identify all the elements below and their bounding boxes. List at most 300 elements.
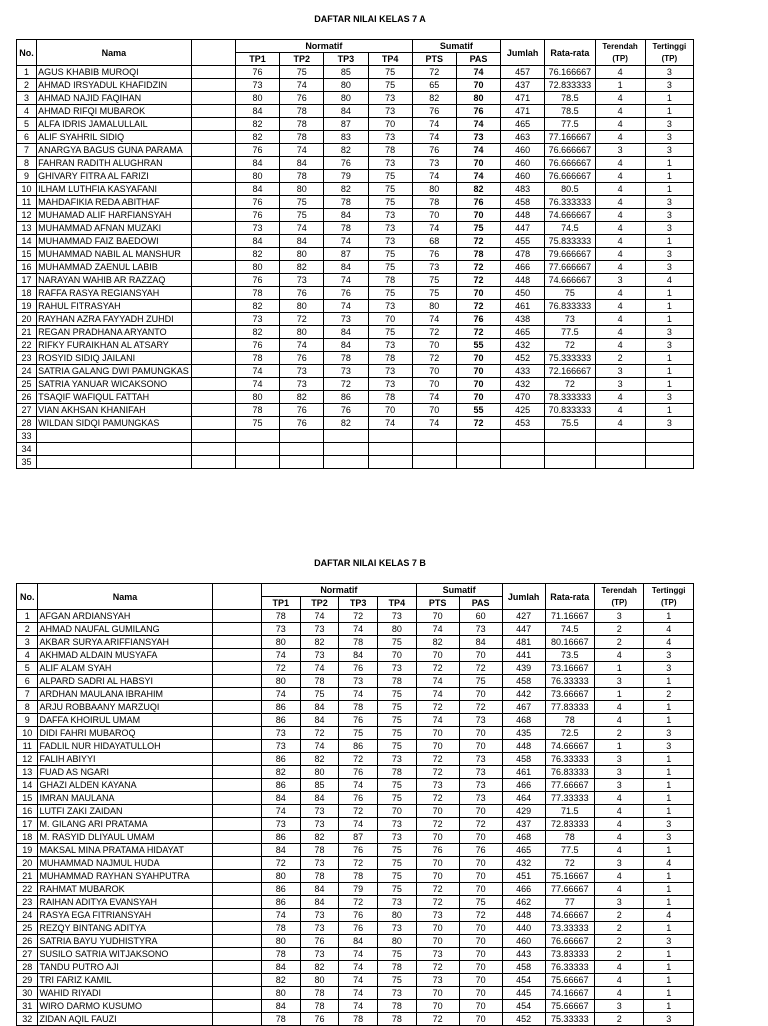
cell-no: 2	[17, 79, 37, 92]
cell-nama: FALIH ABIYYI	[38, 753, 212, 766]
cell-no: 16	[17, 805, 38, 818]
cell-rata	[545, 430, 595, 443]
cell-no: 15	[17, 248, 37, 261]
header-tp4: TP4	[368, 53, 412, 66]
cell-nama: LUTFI ZAKI ZAIDAN	[38, 805, 212, 818]
cell-tp1: 86	[261, 883, 300, 896]
cell-pts: 74	[412, 391, 456, 404]
cell-pts: 73	[412, 261, 456, 274]
cell-rata: 74.66667	[545, 909, 594, 922]
cell-jumlah: 466	[502, 779, 545, 792]
cell-tp3: 84	[324, 105, 368, 118]
cell-jumlah: 463	[501, 131, 545, 144]
cell-nama: RIFKY FURAIKHAN AL ATSARY	[37, 339, 192, 352]
cell-jumlah: 443	[502, 948, 545, 961]
header-jumlah: Jumlah	[501, 40, 545, 66]
cell-pas: 60	[459, 610, 502, 623]
cell-terendah: 4	[595, 792, 644, 805]
cell-no: 21	[17, 870, 38, 883]
cell-pas: 72	[459, 701, 502, 714]
cell-pts: 74	[416, 688, 459, 701]
cell-tp1: 82	[235, 131, 279, 144]
cell-tp4: 73	[377, 753, 416, 766]
table-row	[17, 753, 694, 766]
cell-nama: TRI FARIZ KAMIL	[38, 974, 212, 987]
cell-jumlah: 465	[502, 844, 545, 857]
cell-nama	[37, 443, 192, 456]
cell-tp3	[324, 430, 368, 443]
cell-tp2: 73	[280, 365, 324, 378]
cell-tertinggi: 3	[644, 831, 694, 844]
cell-tp2: 76	[280, 404, 324, 417]
cell-tertinggi: 1	[645, 378, 693, 391]
cell-tp3: 72	[339, 805, 378, 818]
cell-nama: MUHAMAD ALIF HARFIANSYAH	[37, 209, 192, 222]
cell-no: 27	[17, 948, 38, 961]
cell-nama: GHIVARY FITRA AL FARIZI	[37, 170, 192, 183]
cell-tp2: 84	[280, 235, 324, 248]
cell-nama: WIRO DARMO KUSUMO	[38, 1000, 212, 1013]
cell-nama: IMRAN MAULANA	[38, 792, 212, 805]
cell-tp2: 80	[280, 248, 324, 261]
cell-no: 10	[17, 727, 38, 740]
cell-jumlah: 483	[501, 183, 545, 196]
header-pts: PTS	[416, 597, 459, 610]
cell-blank	[191, 352, 235, 365]
cell-tp4: 73	[368, 365, 412, 378]
cell-nama: MUHAMMAD RAYHAN SYAHPUTRA	[38, 870, 212, 883]
cell-tertinggi: 1	[644, 870, 694, 883]
cell-pas: 70	[459, 1000, 502, 1013]
cell-tp2: 73	[300, 805, 339, 818]
cell-tp1: 86	[261, 896, 300, 909]
cell-tp2: 80	[280, 300, 324, 313]
cell-rata: 75.5	[545, 417, 595, 430]
cell-no: 33	[17, 430, 37, 443]
cell-tertinggi: 3	[644, 740, 694, 753]
cell-jumlah: 458	[501, 196, 545, 209]
header-normatif: Normatif	[235, 40, 412, 53]
cell-jumlah: 433	[501, 365, 545, 378]
cell-terendah: 4	[595, 818, 644, 831]
cell-tp3: 76	[339, 662, 378, 675]
cell-tp1: 76	[235, 144, 279, 157]
table-row	[17, 196, 694, 209]
header-pas: PAS	[456, 53, 500, 66]
cell-pts: 73	[416, 779, 459, 792]
cell-tp2: 76	[280, 287, 324, 300]
cell-tp1: 84	[261, 792, 300, 805]
cell-tp4: 73	[368, 157, 412, 170]
cell-no: 21	[17, 326, 37, 339]
cell-no: 4	[17, 105, 37, 118]
cell-blank	[212, 805, 261, 818]
cell-pas: 70	[459, 727, 502, 740]
cell-tertinggi: 3	[644, 662, 694, 675]
cell-tp4	[368, 443, 412, 456]
cell-tp3: 84	[324, 261, 368, 274]
cell-rata: 77.83333	[545, 701, 594, 714]
table-row	[17, 287, 694, 300]
cell-tp2: 76	[300, 1013, 339, 1026]
cell-tp2: 78	[300, 844, 339, 857]
cell-tp2: 73	[300, 649, 339, 662]
cell-blank	[191, 443, 235, 456]
cell-tp1: 84	[261, 844, 300, 857]
cell-rata: 73.66667	[545, 688, 594, 701]
cell-no: 17	[17, 818, 38, 831]
cell-rata: 76.333333	[545, 196, 595, 209]
cell-nama: DAFFA KHOIRUL UMAM	[38, 714, 212, 727]
cell-tp4: 75	[377, 974, 416, 987]
cell-rata: 72	[545, 339, 595, 352]
cell-rata: 77.5	[545, 326, 595, 339]
cell-tp1: 80	[261, 870, 300, 883]
cell-terendah: 4	[595, 196, 645, 209]
cell-tp1: 78	[235, 352, 279, 365]
cell-blank	[212, 857, 261, 870]
cell-pts: 76	[416, 844, 459, 857]
cell-tp4: 75	[377, 883, 416, 896]
cell-pts: 72	[412, 326, 456, 339]
cell-tp3: 73	[324, 365, 368, 378]
table-row	[17, 144, 694, 157]
cell-tp4: 75	[368, 183, 412, 196]
cell-tp2: 72	[280, 313, 324, 326]
cell-nama: ALIF SYAHRIL SIDIQ	[37, 131, 192, 144]
cell-pts: 80	[412, 183, 456, 196]
table-row	[17, 779, 694, 792]
cell-terendah: 1	[595, 662, 644, 675]
cell-tp1: 78	[261, 1013, 300, 1026]
table-row	[17, 909, 694, 922]
table-row	[17, 649, 694, 662]
cell-tp1: 84	[235, 235, 279, 248]
cell-pas: 74	[456, 170, 500, 183]
cell-rata: 76.833333	[545, 300, 595, 313]
cell-tertinggi: 1	[645, 365, 693, 378]
cell-tp1: 78	[261, 922, 300, 935]
cell-tertinggi: 1	[645, 287, 693, 300]
cell-nama: MAHDAFIKIA REDA ABITHAF	[37, 196, 192, 209]
cell-blank	[212, 948, 261, 961]
cell-tertinggi: 1	[645, 313, 693, 326]
cell-blank	[191, 430, 235, 443]
table-row	[17, 105, 694, 118]
cell-terendah: 4	[595, 649, 644, 662]
cell-tp3: 78	[324, 196, 368, 209]
cell-nama: GHAZI ALDEN KAYANA	[38, 779, 212, 792]
cell-tp3: 84	[339, 649, 378, 662]
cell-no: 25	[17, 922, 38, 935]
cell-no: 5	[17, 118, 37, 131]
cell-nama: MAKSAL MINA PRATAMA HIDAYAT	[38, 844, 212, 857]
cell-blank	[212, 987, 261, 1000]
cell-tp1: 80	[235, 261, 279, 274]
cell-tp1: 84	[261, 961, 300, 974]
table-row	[17, 183, 694, 196]
cell-tertinggi: 1	[644, 974, 694, 987]
cell-tp4: 75	[377, 727, 416, 740]
cell-tp1: 80	[261, 636, 300, 649]
cell-nama: AGUS KHABIB MUROQI	[37, 66, 192, 79]
table-row	[17, 727, 694, 740]
cell-pas: 72	[456, 235, 500, 248]
cell-tp2: 78	[280, 170, 324, 183]
header-nama: Nama	[37, 40, 192, 66]
table-row	[17, 636, 694, 649]
cell-nama: MUHAMMAD AFNAN MUZAKI	[37, 222, 192, 235]
cell-terendah: 3	[595, 896, 644, 909]
cell-pas: 76	[456, 313, 500, 326]
cell-nama: TSAQIF WAFIQUL FATTAH	[37, 391, 192, 404]
cell-tp2: 76	[280, 417, 324, 430]
cell-nama: SUSILO SATRIA WITJAKSONO	[38, 948, 212, 961]
cell-tertinggi: 3	[644, 1013, 694, 1026]
cell-blank	[191, 261, 235, 274]
cell-no: 19	[17, 844, 38, 857]
cell-pts: 70	[416, 649, 459, 662]
cell-blank	[191, 105, 235, 118]
table-row	[17, 922, 694, 935]
cell-terendah: 1	[595, 79, 645, 92]
cell-rata: 74.666667	[545, 274, 595, 287]
cell-tp2: 84	[300, 896, 339, 909]
cell-rata: 76.33333	[545, 675, 594, 688]
cell-tp2: 82	[300, 831, 339, 844]
cell-no: 19	[17, 300, 37, 313]
cell-tp1: 86	[261, 714, 300, 727]
cell-nama: M. GILANG ARI PRATAMA	[38, 818, 212, 831]
cell-no: 4	[17, 649, 38, 662]
cell-tp1	[235, 456, 279, 469]
cell-tp2: 84	[280, 157, 324, 170]
header-blank	[212, 584, 261, 610]
cell-jumlah: 440	[502, 922, 545, 935]
cell-tp3: 76	[339, 714, 378, 727]
cell-nama: FADLIL NUR HIDAYATULLOH	[38, 740, 212, 753]
cell-tp3: 72	[339, 610, 378, 623]
cell-nama: AHMAD RIFQI MUBAROK	[37, 105, 192, 118]
cell-rata: 76.33333	[545, 753, 594, 766]
cell-terendah: 4	[595, 92, 645, 105]
cell-pts: 72	[416, 662, 459, 675]
cell-terendah: 2	[595, 909, 644, 922]
cell-jumlah: 432	[502, 857, 545, 870]
cell-tp2: 84	[300, 883, 339, 896]
cell-tp4: 75	[377, 779, 416, 792]
cell-tp3: 72	[339, 753, 378, 766]
table-row	[17, 378, 694, 391]
cell-tertinggi: 1	[645, 352, 693, 365]
cell-pas: 73	[459, 623, 502, 636]
cell-blank	[212, 727, 261, 740]
cell-tertinggi: 1	[644, 922, 694, 935]
cell-pas: 70	[459, 987, 502, 1000]
cell-no: 6	[17, 131, 37, 144]
table-row	[17, 844, 694, 857]
cell-no: 13	[17, 766, 38, 779]
cell-tp4: 80	[377, 623, 416, 636]
cell-tp3: 74	[339, 987, 378, 1000]
cell-tp1: 74	[261, 649, 300, 662]
cell-terendah: 4	[595, 404, 645, 417]
cell-tertinggi: 1	[644, 896, 694, 909]
cell-terendah: 4	[595, 313, 645, 326]
cell-rata: 75.333333	[545, 352, 595, 365]
cell-blank	[191, 183, 235, 196]
cell-tertinggi: 4	[644, 909, 694, 922]
cell-tertinggi: 1	[645, 92, 693, 105]
table-row	[17, 610, 694, 623]
cell-tertinggi: 4	[644, 636, 694, 649]
cell-jumlah: 468	[502, 714, 545, 727]
cell-pts: 74	[412, 313, 456, 326]
cell-no: 11	[17, 196, 37, 209]
table-row	[17, 339, 694, 352]
cell-jumlah: 439	[502, 662, 545, 675]
cell-tp1: 74	[235, 365, 279, 378]
cell-rata: 73.33333	[545, 922, 594, 935]
cell-tp1	[235, 443, 279, 456]
header-nama: Nama	[38, 584, 212, 610]
cell-jumlah: 425	[501, 404, 545, 417]
cell-tp1: 78	[235, 404, 279, 417]
cell-pas: 73	[459, 792, 502, 805]
cell-terendah: 4	[595, 870, 644, 883]
cell-tp3: 85	[324, 66, 368, 79]
cell-rata: 75	[545, 287, 595, 300]
cell-terendah: 2	[595, 922, 644, 935]
cell-tp4: 73	[377, 922, 416, 935]
cell-no: 24	[17, 365, 37, 378]
cell-blank	[191, 248, 235, 261]
cell-pts: 70	[416, 922, 459, 935]
cell-no: 25	[17, 378, 37, 391]
cell-terendah: 4	[595, 222, 645, 235]
cell-blank	[191, 313, 235, 326]
cell-nama: ALPARD SADRI AL HABSYI	[38, 675, 212, 688]
table-row	[17, 131, 694, 144]
cell-tp2: 74	[300, 610, 339, 623]
cell-tp4: 73	[368, 105, 412, 118]
cell-tp2: 78	[300, 987, 339, 1000]
cell-pas: 70	[456, 378, 500, 391]
table-row	[17, 326, 694, 339]
table-row	[17, 274, 694, 287]
cell-pas: 70	[456, 365, 500, 378]
table-row	[17, 948, 694, 961]
cell-tp3: 82	[324, 183, 368, 196]
cell-tp1: 80	[261, 675, 300, 688]
cell-tp1: 86	[261, 831, 300, 844]
cell-jumlah: 471	[501, 105, 545, 118]
cell-tp4: 75	[368, 66, 412, 79]
cell-blank	[212, 714, 261, 727]
cell-pas: 74	[456, 66, 500, 79]
cell-tp3: 76	[324, 157, 368, 170]
cell-tp3: 74	[324, 235, 368, 248]
table-row	[17, 261, 694, 274]
cell-tertinggi: 1	[644, 714, 694, 727]
cell-terendah: 2	[595, 935, 644, 948]
cell-tertinggi: 1	[645, 183, 693, 196]
cell-no: 12	[17, 753, 38, 766]
cell-pas: 76	[456, 196, 500, 209]
cell-pas: 70	[459, 649, 502, 662]
cell-tp4: 75	[368, 326, 412, 339]
cell-tertinggi: 3	[645, 209, 693, 222]
cell-pts: 70	[416, 870, 459, 883]
cell-tertinggi: 3	[645, 79, 693, 92]
cell-rata: 76.666667	[545, 144, 595, 157]
cell-tp1: 73	[261, 818, 300, 831]
cell-pas: 75	[459, 675, 502, 688]
cell-blank	[191, 391, 235, 404]
cell-pas: 72	[459, 909, 502, 922]
table-row	[17, 974, 694, 987]
cell-pas: 73	[456, 131, 500, 144]
cell-nama: MUHAMMAD NAJMUL HUDA	[38, 857, 212, 870]
cell-tertinggi: 1	[644, 883, 694, 896]
cell-tp2: 76	[280, 352, 324, 365]
table-row	[17, 248, 694, 261]
table-row	[17, 675, 694, 688]
cell-tp1: 80	[235, 170, 279, 183]
cell-tp4: 75	[368, 170, 412, 183]
table-row	[17, 766, 694, 779]
cell-tp4: 73	[368, 209, 412, 222]
cell-tp1: 86	[261, 779, 300, 792]
table-row	[17, 961, 694, 974]
cell-tp2: 85	[300, 779, 339, 792]
cell-rata: 77.66667	[545, 779, 594, 792]
cell-tp3	[324, 456, 368, 469]
table-row	[17, 92, 694, 105]
cell-tertinggi: 1	[644, 961, 694, 974]
cell-rata	[545, 456, 595, 469]
cell-terendah: 4	[595, 183, 645, 196]
cell-rata: 72.166667	[545, 365, 595, 378]
table-row	[17, 740, 694, 753]
cell-rata: 78.5	[545, 105, 595, 118]
cell-nama: ROSYID SIDIQ JAILANI	[37, 352, 192, 365]
cell-rata: 76.666667	[545, 157, 595, 170]
cell-pts	[412, 430, 456, 443]
header-tp4: TP4	[377, 597, 416, 610]
cell-tp1: 78	[261, 948, 300, 961]
cell-pts: 72	[416, 753, 459, 766]
cell-tertinggi: 4	[644, 857, 694, 870]
cell-tp1: 76	[235, 274, 279, 287]
cell-blank	[191, 66, 235, 79]
cell-jumlah: 471	[501, 92, 545, 105]
cell-tertinggi: 3	[644, 935, 694, 948]
cell-tp3: 78	[339, 1013, 378, 1026]
cell-tertinggi: 3	[645, 339, 693, 352]
cell-no: 7	[17, 688, 38, 701]
cell-blank	[191, 287, 235, 300]
cell-rata: 74.5	[545, 623, 594, 636]
cell-tp4: 70	[377, 649, 416, 662]
cell-tp3: 86	[324, 391, 368, 404]
cell-tp4: 75	[377, 870, 416, 883]
cell-tp3: 78	[339, 701, 378, 714]
cell-tp4: 73	[377, 610, 416, 623]
cell-tp2: 74	[280, 79, 324, 92]
cell-pas: 73	[459, 779, 502, 792]
cell-blank	[212, 922, 261, 935]
